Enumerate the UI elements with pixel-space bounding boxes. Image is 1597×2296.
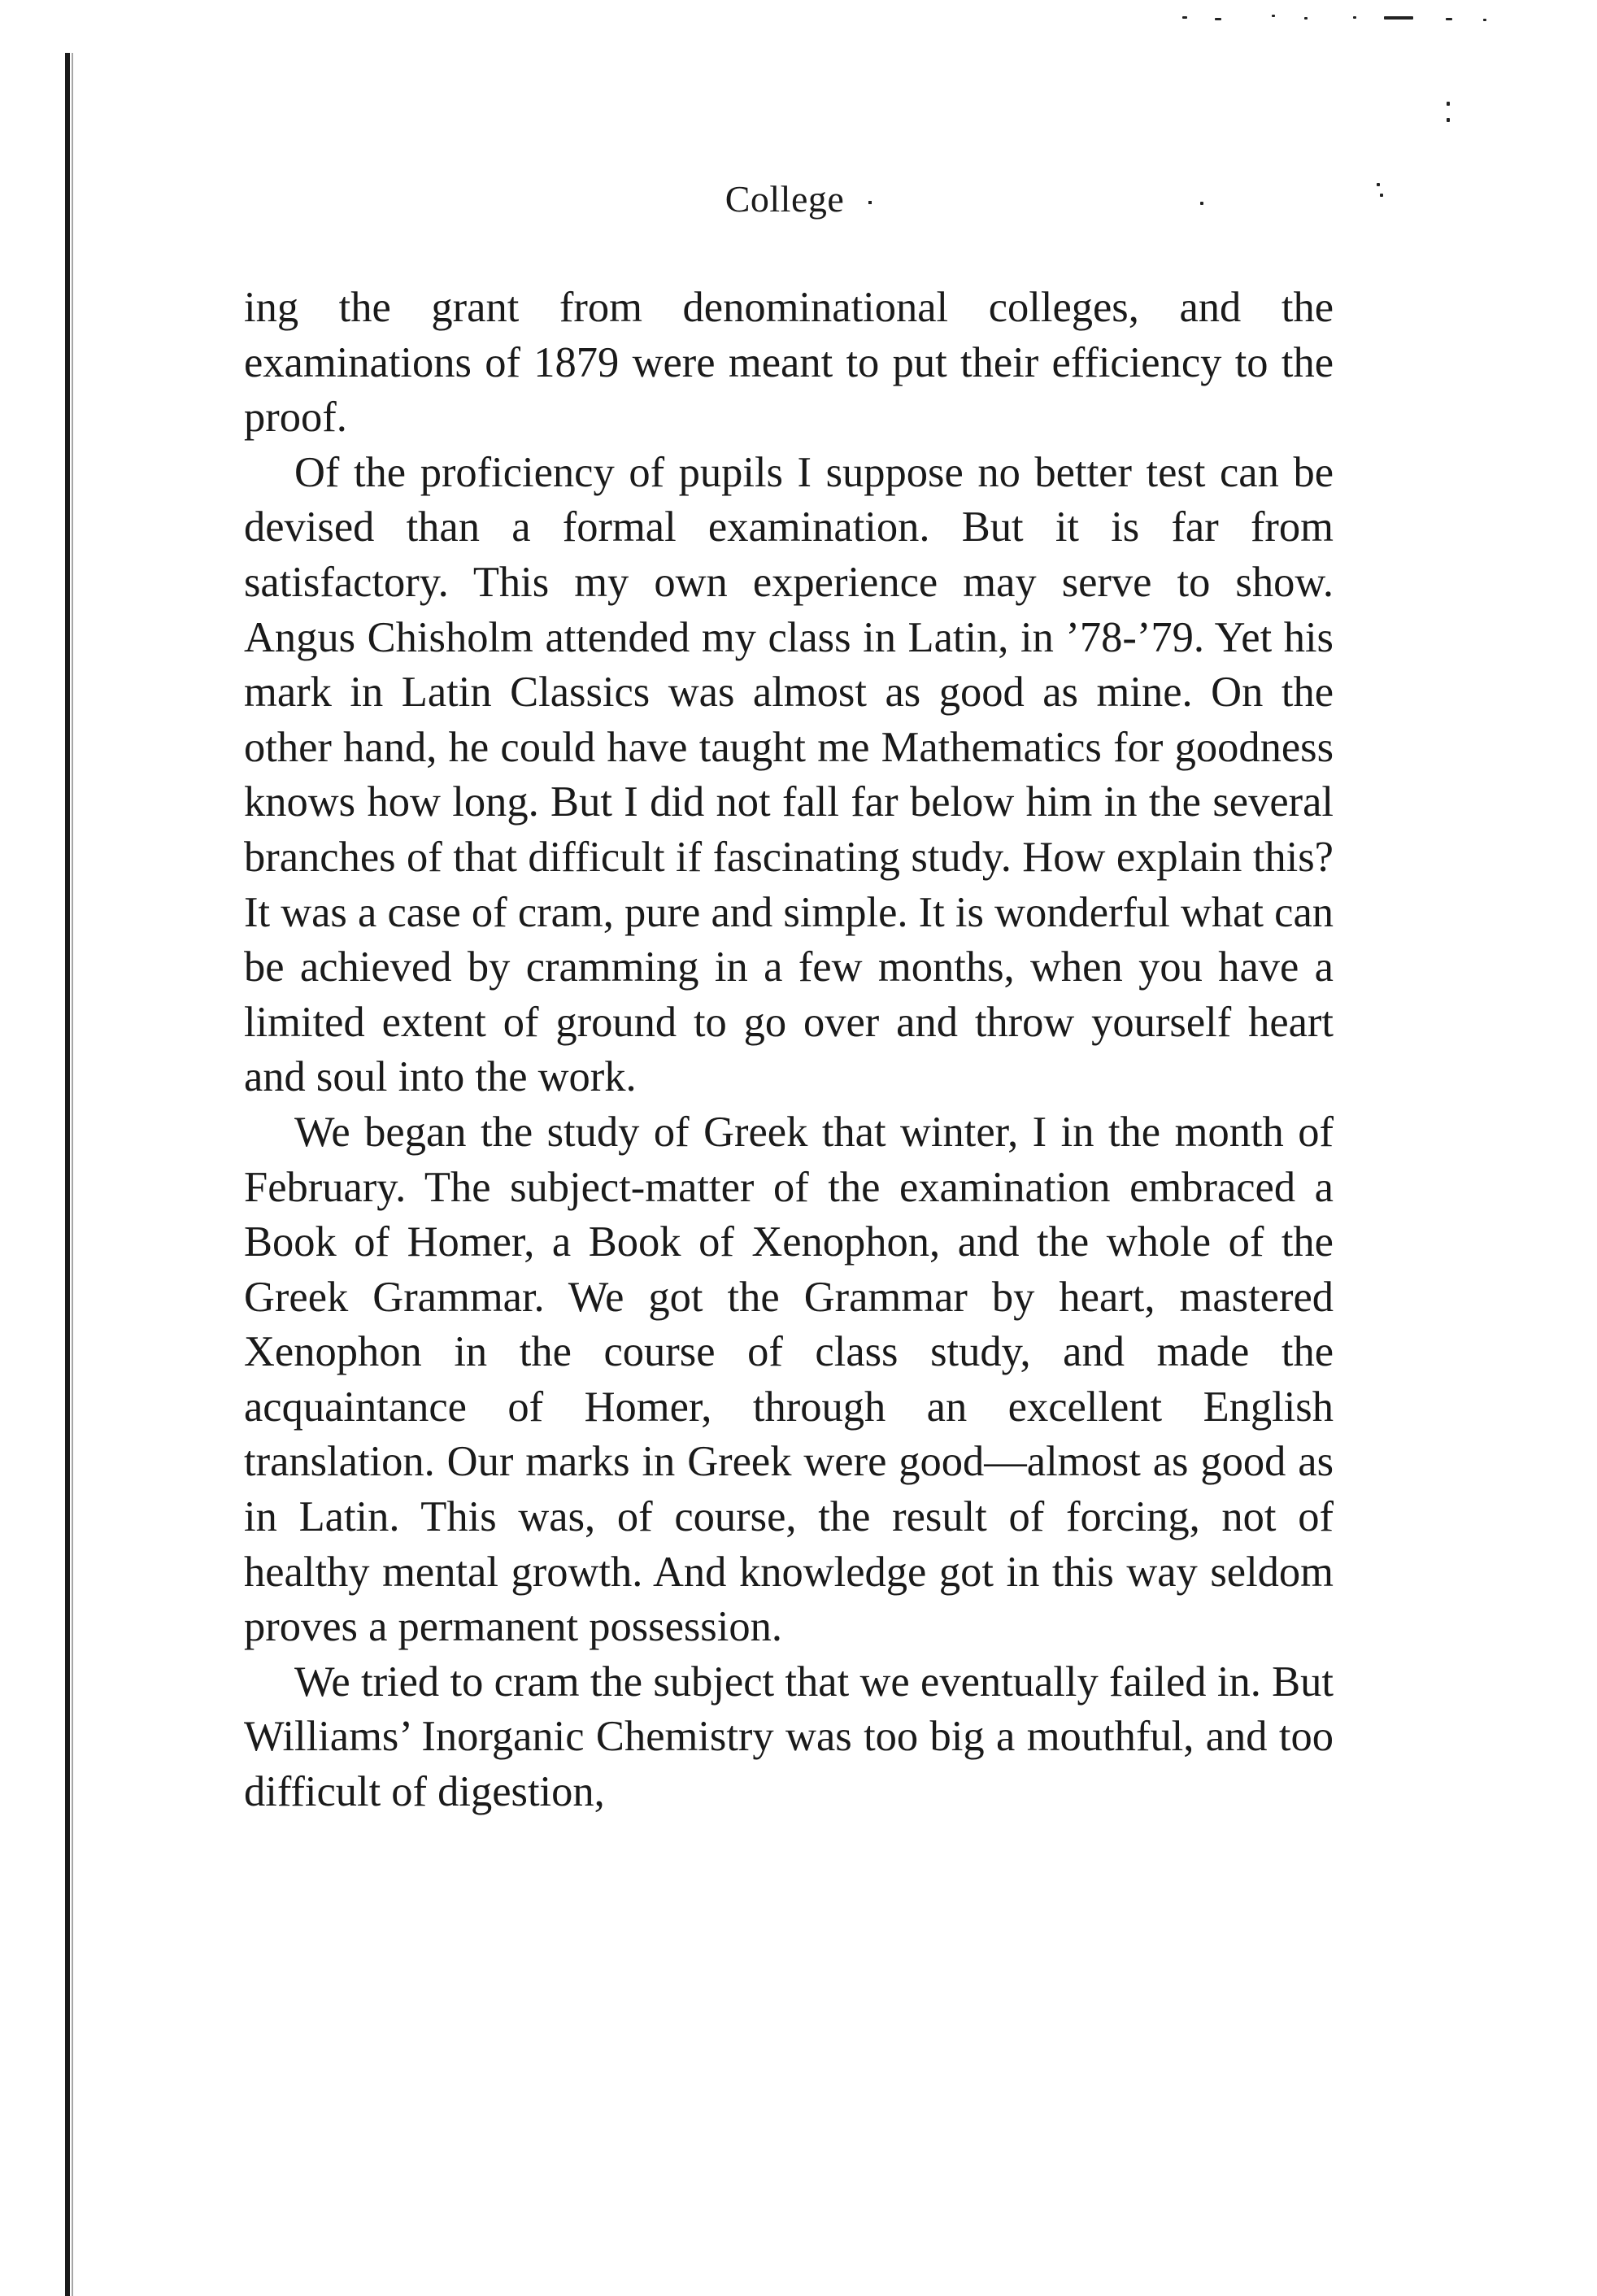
paragraph: ing the grant from denominational colleges, and the examinations of 1879 were meant to put their efficiency to the proof. [244, 284, 1334, 442]
scan-speck [1353, 16, 1356, 19]
scan-speck [1384, 16, 1413, 20]
running-head [0, 177, 1597, 220]
scan-speck [1304, 17, 1308, 20]
paragraph: We began the study of Greek that winter, I in the month of February. The subject-matter of the examination embraced a Book of Homer, a Book of Xenophon, and the whole of the Greek Grammar. We got the Grammar by heart, mastered Xenophon in the course of class study, and made the acquaintance of Homer, through an excellent English translation. Our marks in Greek were good—almost as good as in Latin. This was, of course, the result of forcing, not of healthy mental growth. And knowledge got in this way seldom proves a permanent possession. [244, 1108, 1334, 1651]
body-text [244, 281, 1334, 1820]
scan-speck [1182, 16, 1187, 19]
scan-speck [1483, 19, 1486, 21]
binding-edge-line [65, 53, 70, 2296]
scan-speck [1446, 18, 1452, 20]
running-head-dot [868, 201, 872, 204]
scan-speck [1447, 118, 1450, 122]
paragraph: Of the proficiency of pupils I suppose no better test can be devised than a formal examination. But it is far from satisfactory. This my own experience may serve to show. Angus Chisholm attended my class in Latin, in ’78-’79. Yet his mark in Latin Classics was almost as good as mine. On the other hand, he could have taught me Mathematics for goodness knows how long. But I did not fall far below him in the several branches of that difficult if fascinating study. How explain this? It was a case of cram, pure and simple. It is wonderful what can be achieved by cramming in a few months, when you have a limited extent of ground to go over and throw yourself heart and soul into the work. [244, 448, 1334, 1101]
scan-speck [1447, 102, 1450, 106]
scan-speck [1215, 18, 1221, 20]
running-head-text: College [725, 178, 845, 220]
paragraph: We tried to cram the subject that we eventually failed in. But Williams’ Inorganic Chemistry was too big a mouthful, and too difficult of digestion, [244, 1658, 1334, 1816]
scan-speck [1272, 15, 1275, 17]
